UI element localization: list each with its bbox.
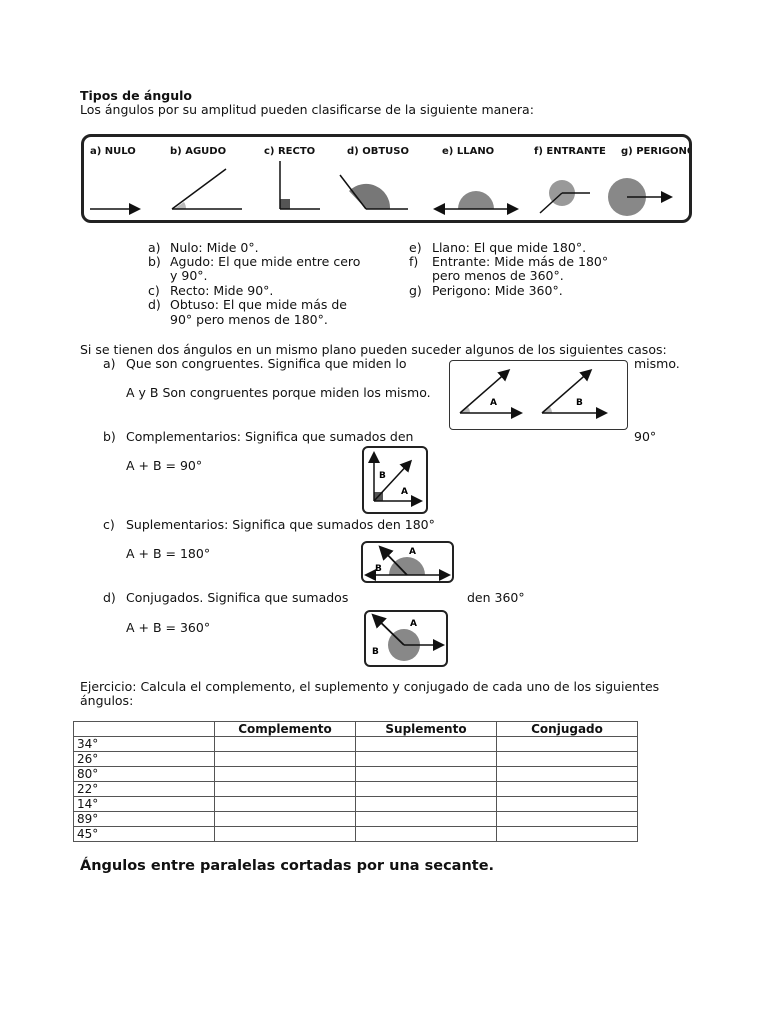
conjugado-cell[interactable] <box>497 752 638 767</box>
supplementary-label-a: A <box>409 547 416 557</box>
label-agudo: b) AGUDO <box>170 146 227 157</box>
section-title: Tipos de ángulo <box>80 88 192 103</box>
case-c-letter: c) <box>103 517 115 532</box>
conjugado-cell[interactable] <box>497 812 638 827</box>
complementary-label-a: A <box>401 487 408 497</box>
type-b-letter: b) <box>148 254 161 269</box>
case-a-example: A y B Son congruentes porque miden los mismo. <box>126 385 431 400</box>
suplemento-cell[interactable] <box>356 797 497 812</box>
entrante-angle <box>540 180 590 213</box>
type-g-letter: g) <box>409 283 422 298</box>
type-a-text: Nulo: Mide 0°. <box>170 240 259 255</box>
table-row <box>74 812 638 827</box>
footer-heading: Ángulos entre paralelas cortadas por una secante. <box>80 858 495 874</box>
type-c-letter: c) <box>148 283 160 298</box>
table-row <box>74 782 638 797</box>
complementary-figure <box>362 446 428 514</box>
table-row <box>74 797 638 812</box>
perigono-angle <box>608 178 670 216</box>
complementary-label-b: B <box>379 471 386 481</box>
suplemento-cell[interactable] <box>356 812 497 827</box>
case-d-formula: A + B = 360° <box>126 620 211 635</box>
case-c-text: Suplementarios: Significa que sumados den 180° <box>126 517 435 532</box>
type-f-text-2: pero menos de 360°. <box>432 268 564 283</box>
llano-angle <box>436 191 516 209</box>
supplementary-figure <box>361 541 454 583</box>
type-g-text: Perigono: Mide 360°. <box>432 283 563 298</box>
complemento-cell[interactable] <box>215 752 356 767</box>
table-header-row <box>74 722 638 737</box>
case-b-text: Complementarios: Significa que sumados den <box>126 429 414 444</box>
type-a-letter: a) <box>148 240 161 255</box>
angle-cell: 26° <box>74 752 215 767</box>
congruent-label-b: B <box>576 398 583 408</box>
label-obtuso: d) OBTUSO <box>347 146 409 157</box>
label-recto: c) RECTO <box>264 146 316 157</box>
angle-cell: 34° <box>74 737 215 752</box>
obtuso-angle <box>340 175 408 209</box>
case-d-letter: d) <box>103 590 116 605</box>
case-b-text-end: 90° <box>634 429 657 444</box>
conjugado-cell[interactable] <box>497 782 638 797</box>
table-row <box>74 827 638 842</box>
exercise-prompt-2: ángulos: <box>80 693 134 708</box>
case-b-formula: A + B = 90° <box>126 458 203 473</box>
congruent-angle-a <box>460 371 520 413</box>
congruent-figure <box>449 360 628 430</box>
label-perigono: g) PERIGONO <box>621 146 689 157</box>
label-llano: e) LLANO <box>442 146 495 157</box>
angle-types-svg <box>84 137 689 220</box>
suplemento-cell[interactable] <box>356 737 497 752</box>
conjugate-figure <box>364 610 448 667</box>
header-angle <box>74 722 215 737</box>
complemento-cell[interactable] <box>215 737 356 752</box>
table-row <box>74 767 638 782</box>
type-e-text: Llano: El que mide 180°. <box>432 240 587 255</box>
header-complemento: Complemento <box>215 722 356 737</box>
case-a-letter: a) <box>103 356 116 371</box>
case-a-text: Que son congruentes. Significa que miden lo <box>126 356 407 371</box>
type-d-letter: d) <box>148 297 161 312</box>
header-conjugado: Conjugado <box>497 722 638 737</box>
complemento-cell[interactable] <box>215 812 356 827</box>
section-intro: Los ángulos por su amplitud pueden clasificarse de la siguiente manera: <box>80 102 534 117</box>
type-c-text: Recto: Mide 90°. <box>170 283 274 298</box>
congruent-angle-b <box>542 371 605 413</box>
angle-cell: 14° <box>74 797 215 812</box>
case-c-formula: A + B = 180° <box>126 546 211 561</box>
suplemento-cell[interactable] <box>356 752 497 767</box>
type-f-letter: f) <box>409 254 419 269</box>
header-suplemento: Suplemento <box>356 722 497 737</box>
exercise-prompt: Ejercicio: Calcula el complemento, el suplemento y conjugado de cada uno de los siguientes <box>80 679 660 694</box>
angle-cell: 22° <box>74 782 215 797</box>
angle-types-figure <box>81 134 692 223</box>
recto-angle <box>280 161 320 209</box>
case-b-letter: b) <box>103 429 116 444</box>
supplementary-label-b: B <box>375 564 382 574</box>
complemento-cell[interactable] <box>215 767 356 782</box>
conjugado-cell[interactable] <box>497 797 638 812</box>
case-d-text-end: den 360° <box>467 590 525 605</box>
complemento-cell[interactable] <box>215 797 356 812</box>
case-a-text-end: mismo. <box>634 356 680 371</box>
suplemento-cell[interactable] <box>356 767 497 782</box>
label-entrante: f) ENTRANTE <box>534 146 606 157</box>
table-row <box>74 752 638 767</box>
table-row <box>74 737 638 752</box>
type-d-text-2: 90° pero menos de 180°. <box>170 312 328 327</box>
suplemento-cell[interactable] <box>356 827 497 842</box>
complemento-cell[interactable] <box>215 827 356 842</box>
cases-intro: Si se tienen dos ángulos en un mismo plano pueden suceder algunos de los siguientes casos: <box>80 342 667 357</box>
type-f-text: Entrante: Mide más de 180° <box>432 254 609 269</box>
conjugado-cell[interactable] <box>497 767 638 782</box>
suplemento-cell[interactable] <box>356 782 497 797</box>
conjugado-cell[interactable] <box>497 827 638 842</box>
angle-cell: 89° <box>74 812 215 827</box>
conjugado-cell[interactable] <box>497 737 638 752</box>
conjugate-label-a: A <box>410 619 417 629</box>
exercise-table <box>73 721 638 842</box>
angle-cell: 45° <box>74 827 215 842</box>
case-d-text: Conjugados. Significa que sumados <box>126 590 349 605</box>
type-e-letter: e) <box>409 240 422 255</box>
label-nulo: a) NULO <box>90 146 136 157</box>
conjugate-label-b: B <box>372 647 379 657</box>
congruent-label-a: A <box>490 398 497 408</box>
type-b-text: Agudo: El que mide entre cero <box>170 254 361 269</box>
agudo-angle <box>172 169 242 209</box>
complemento-cell[interactable] <box>215 782 356 797</box>
type-b-text-2: y 90°. <box>170 268 208 283</box>
type-d-text: Obtuso: El que mide más de <box>170 297 348 312</box>
angle-cell: 80° <box>74 767 215 782</box>
